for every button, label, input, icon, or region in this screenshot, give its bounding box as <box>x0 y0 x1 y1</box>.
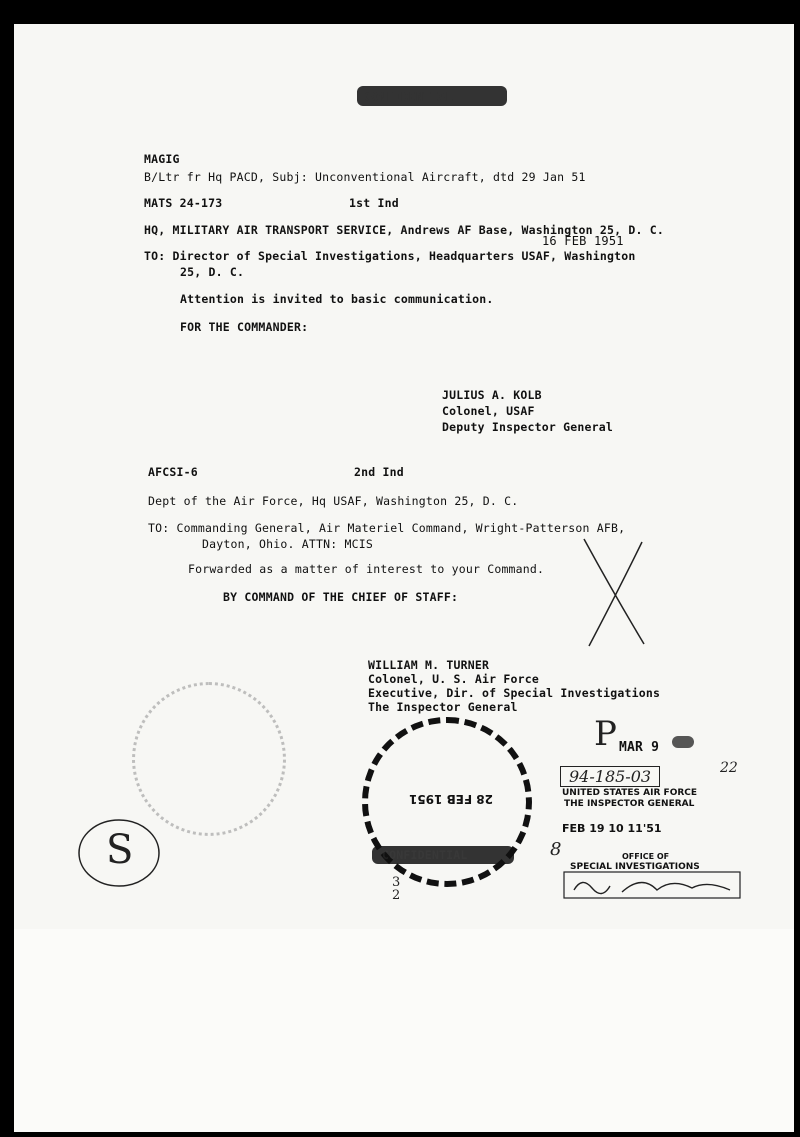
file-number-2: AFCSI-6 <box>148 465 198 479</box>
document-page <box>14 24 794 1132</box>
signature-title: Deputy Inspector General <box>442 420 613 434</box>
handwritten-p-mark: P <box>594 714 617 754</box>
from-line-2: Dept of the Air Force, Hq USAF, Washington 25, D. C. <box>148 494 519 508</box>
closing: FOR THE COMMANDER: <box>180 320 309 334</box>
circle-letter: S <box>106 827 134 873</box>
body-text: Attention is invited to basic communication. <box>180 292 494 306</box>
reference-letter: B/Ltr fr Hq PACD, Subj: Unconventional Aircraft, dtd 29 Jan 51 <box>144 170 586 184</box>
handwritten-x-mark <box>574 534 654 649</box>
agency-line-1: UNITED STATES AIR FORCE <box>562 788 698 798</box>
body-text-2: Forwarded as a matter of interest to your Command. <box>188 562 545 576</box>
closing-2: BY COMMAND OF THE CHIEF OF STAFF: <box>223 590 459 604</box>
signature-title-2a: Executive, Dir. of Special Investigations <box>368 686 661 700</box>
reference-code: MAGIG <box>144 152 180 166</box>
to-line-2: TO: Commanding General, Air Materiel Command, Wright-Patterson AFB, <box>148 521 626 535</box>
office-line-2: SPECIAL INVESTIGATIONS <box>570 862 700 872</box>
footer-classification: CONFIDENTIAL <box>382 848 468 862</box>
office-line-1: OFFICE OF <box>622 852 670 861</box>
signature-name: JULIUS A. KOLB <box>442 388 542 402</box>
classification-header: CONFIDENTIAL <box>364 90 454 104</box>
signature-rank: Colonel, USAF <box>442 404 535 418</box>
to-line-2-cont: Dayton, Ohio. ATTN: MCIS <box>202 537 373 551</box>
to-line-cont: 25, D. C. <box>180 265 245 279</box>
agency-line-2: THE INSPECTOR GENERAL <box>564 799 695 809</box>
handwritten-eight: 8 <box>550 839 562 860</box>
file-number-handwritten: 94-185-03 <box>560 766 660 787</box>
from-line: HQ, MILITARY AIR TRANSPORT SERVICE, Andrews AF Base, Washington 25, D. C. <box>144 223 665 237</box>
page-lower-blank <box>14 929 794 1132</box>
page-number-marks: 3 2 <box>392 875 401 903</box>
signature-name-2: WILLIAM M. TURNER <box>368 658 490 672</box>
handwritten-file-signature <box>562 870 742 900</box>
indorsement-number: 1st Ind <box>349 196 399 210</box>
annotation-number: 22 <box>720 760 738 776</box>
file-number: MATS 24-173 <box>144 196 223 210</box>
faint-seal-stamp <box>132 682 286 836</box>
date-received-stamp: FEB 19 10 11'51 <box>562 822 662 835</box>
redacted-day <box>672 736 694 748</box>
signature-rank-2: Colonel, U. S. Air Force <box>368 672 539 686</box>
indorsement-number-2: 2nd Ind <box>354 465 404 479</box>
circle-stamp-date: 28 FEB 1951 <box>409 792 493 806</box>
date-stamp: 16 FEB 1951 <box>542 234 624 248</box>
to-line: TO: Director of Special Investigations, Headquarters USAF, Washington <box>144 249 636 263</box>
signature-title-2b: The Inspector General <box>368 700 518 714</box>
received-mark: MAR 9 <box>619 740 660 755</box>
